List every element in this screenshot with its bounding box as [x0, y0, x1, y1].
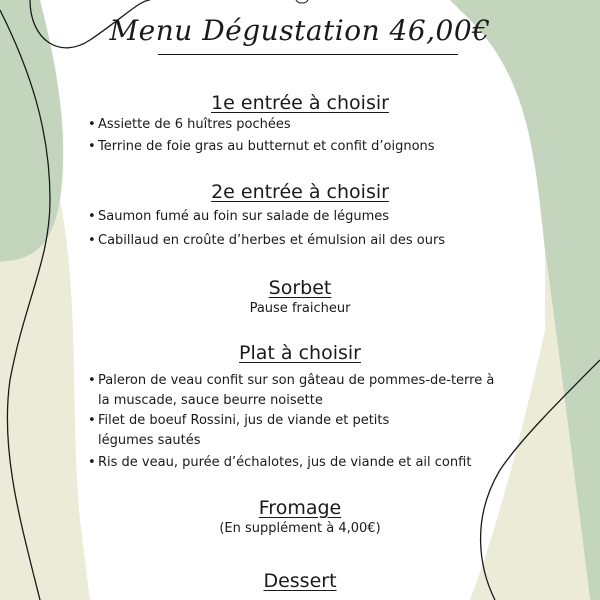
- section-heading-entree-2: 2e entrée à choisir: [211, 181, 389, 203]
- list-item: • Terrine de foie gras au butternut et confit d’oignons: [88, 137, 528, 157]
- list-item: • Paleron de veau confit sur son gâteau de pommes-de-terre à la muscade, sauce beurre noisette: [88, 371, 528, 411]
- title-underline: [158, 54, 458, 55]
- bullet-icon: •: [88, 209, 96, 224]
- list-item: • Ris de veau, purée d’échalotes, jus de viande et ail confit: [88, 453, 528, 473]
- menu-title: Menu Dégustation 46,00€: [109, 14, 491, 47]
- list-item: • Cabillaud en croûte d’herbes et émulsion ail des ours: [88, 231, 528, 251]
- section-heading-sorbet: Sorbet: [268, 277, 332, 299]
- bullet-icon: •: [88, 117, 96, 132]
- section-heading-dessert: Dessert: [263, 570, 337, 592]
- section-subtitle-sorbet: Pause fraicheur: [249, 301, 351, 316]
- bullet-icon: •: [88, 233, 96, 248]
- bullet-icon: •: [88, 373, 96, 388]
- section-heading-entree-1: 1e entrée à choisir: [211, 92, 389, 114]
- section-subtitle-fromage: (En supplément à 4,00€): [219, 521, 381, 536]
- list-item: • Filet de boeuf Rossini, jus de viande et petits légumes sautés: [88, 411, 528, 451]
- section-heading-fromage: Fromage: [258, 497, 342, 519]
- bullet-icon: •: [88, 455, 96, 470]
- bullet-icon: •: [88, 413, 96, 428]
- list-item: • Saumon fumé au foin sur salade de légumes: [88, 207, 528, 227]
- bullet-icon: •: [88, 139, 96, 154]
- section-heading-plat: Plat à choisir: [239, 342, 361, 364]
- list-item: • Assiette de 6 huîtres pochées: [88, 115, 528, 135]
